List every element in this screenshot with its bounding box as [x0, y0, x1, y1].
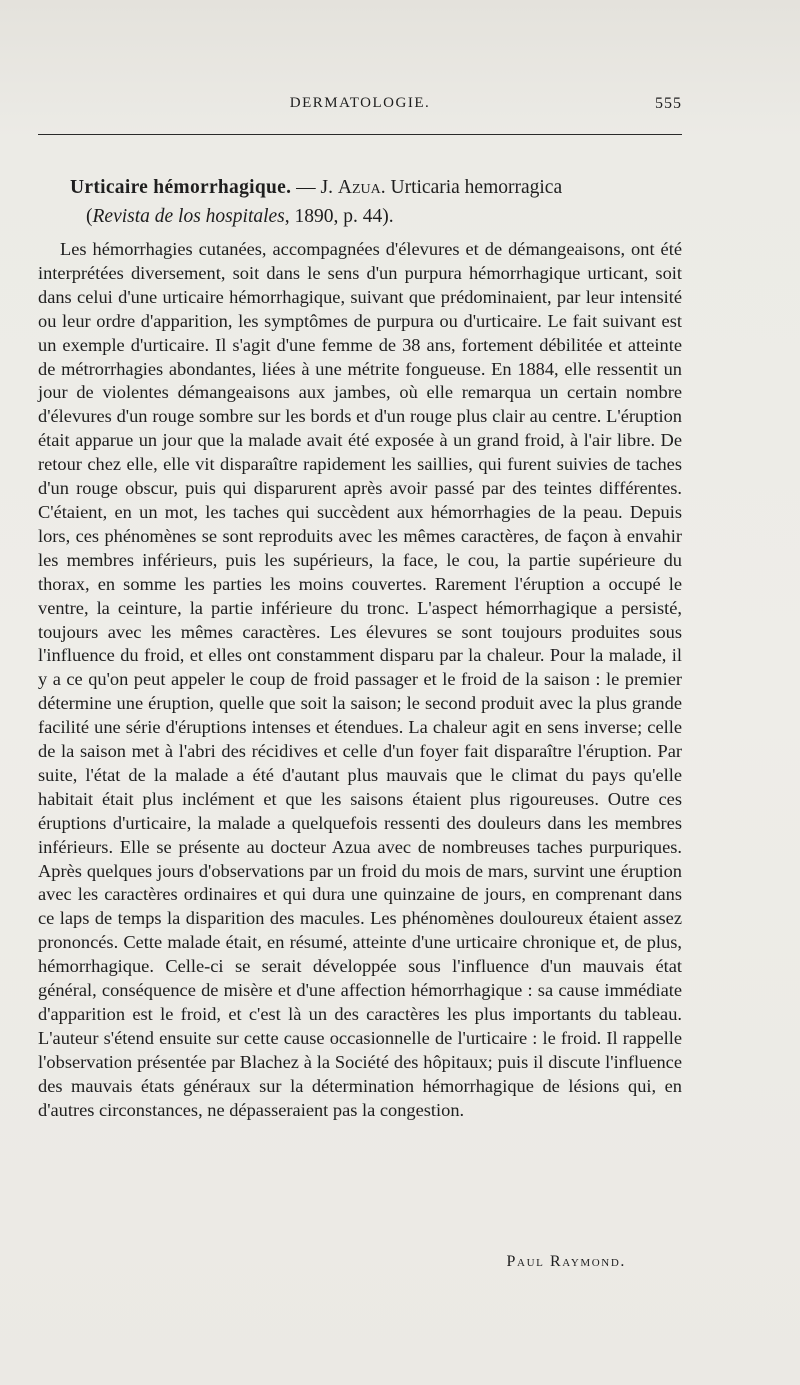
citation: (Revista de los hospitales, 1890, p. 44). [86, 206, 394, 227]
body-paragraph: Les hémorrhagies cutanées, accompagnées d'élevures et de démangeaisons, ont été interprétées diversement, soit dans le sens d'un purpura hémorrhagique urticant, soit dans celui d'une urticaire hémorrhagique, suivant que prédominaient, par leur intensité ou leur ordre d'apparition, les symptômes de purpura ou d'urticaire. Le fait suivant est un exemple d'urticaire. Il s'agit d'une femme de 38 ans, fortement débilitée et atteinte de métrorrhagies abondantes, liées à une métrite fongueuse. En 1884, elle ressentit un jour de violentes démangeaisons aux jambes, où elle remarqua un certain nombre d'élevures d'un rouge sombre sur les bords et d'un rouge plus clair au centre. L'éruption était apparue un jour que la malade avait été exposée à un grand froid, à l'air libre. De retour chez elle, elle vit disparaître rapidement les saillies, qui furent suivies de taches d'un rouge obscur, puis qui disparurent après avoir passé par des teintes différentes. C'étaient, en un mot, les taches qui succèdent aux hémorrhagies de la peau. Depuis lors, ces phénomènes se sont reproduits avec les mêmes caractères, de façon à envahir les membres inférieurs, puis les supérieurs, la face, le cou, la partie supérieure du thorax, en somme les parties les moins couvertes. Rarement l'éruption a occupé le ventre, la ceinture, la partie inférieure du tronc. L'aspect hémorrhagique a persisté, toujours avec les mêmes caractères. Les élevures se sont toujours produites sous l'influence du froid, et elles ont constamment disparu par la chaleur. Pour la malade, il y a ce qu'on peut appeler le coup de froid passager et le froid de la saison : le premier détermine une éruption, quelle que soit la saison; le second produit avec la plus grande facilité une série d'éruptions intenses et étendues. La chaleur agit en sens inverse; celle de la saison met à l'abri des récidives et celle d'un foyer fait disparaître l'éruption. Par suite, l'état de la malade a été d'autant plus mauvais que le climat du pays qu'elle habitait était plus inclément et que les saisons étaient plus rigoureuses. Outre ces éruptions d'urticaire, la malade a quelquefois ressenti des douleurs dans les membres inférieurs. Elle se présente au docteur Azua avec de nombreuses taches purpuriques. Après quelques jours d'observations par un froid du mois de mars, survint une éruption avec les caractères ordinaires et qui dura une quinzaine de jours, en comprenant dans ce laps de temps la disparition des macules. Les phénomènes douloureux étaient assez prononcés. Cette malade était, en résumé, atteinte d'une urticaire chronique et, de plus, hémorrhagique. Celle-ci se serait développée sous l'influence d'un mauvais état général, conséquence de misère et d'une affection hémorrhagique : sa cause immédiate d'apparition est le froid, et c'est là un des caractères les plus importants du tableau. L'auteur s'étend ensuite sur cette cause occasionnelle de l'urticaire : le froid. Il rappelle l'observation présentée par Blachez à la Société des hôpitaux; puis il discute l'influence des mauvais états généraux sur la détermination hémorrhagique de lésions qui, en d'autres circonstances, ne dépasseraient pas la congestion. [38, 239, 682, 1120]
article-body [38, 238, 682, 1123]
page-number: 555 [655, 95, 682, 112]
author-separator: — J. [296, 177, 334, 198]
reviewer-signature: Paul Raymond. [506, 1253, 626, 1270]
running-head [38, 95, 682, 115]
source-title: Urticaria hemorragica [390, 177, 563, 198]
journal-name: Revista de los hospitales [92, 206, 285, 227]
citation-details: , 1890, p. 44). [284, 206, 394, 227]
running-head-title: DERMATOLOGIE. [289, 95, 431, 111]
article-author: Azua. [337, 177, 386, 198]
article-title: Urticaire hémorrhagique. [70, 177, 292, 198]
article-heading [38, 173, 682, 231]
header-rule [38, 134, 682, 135]
